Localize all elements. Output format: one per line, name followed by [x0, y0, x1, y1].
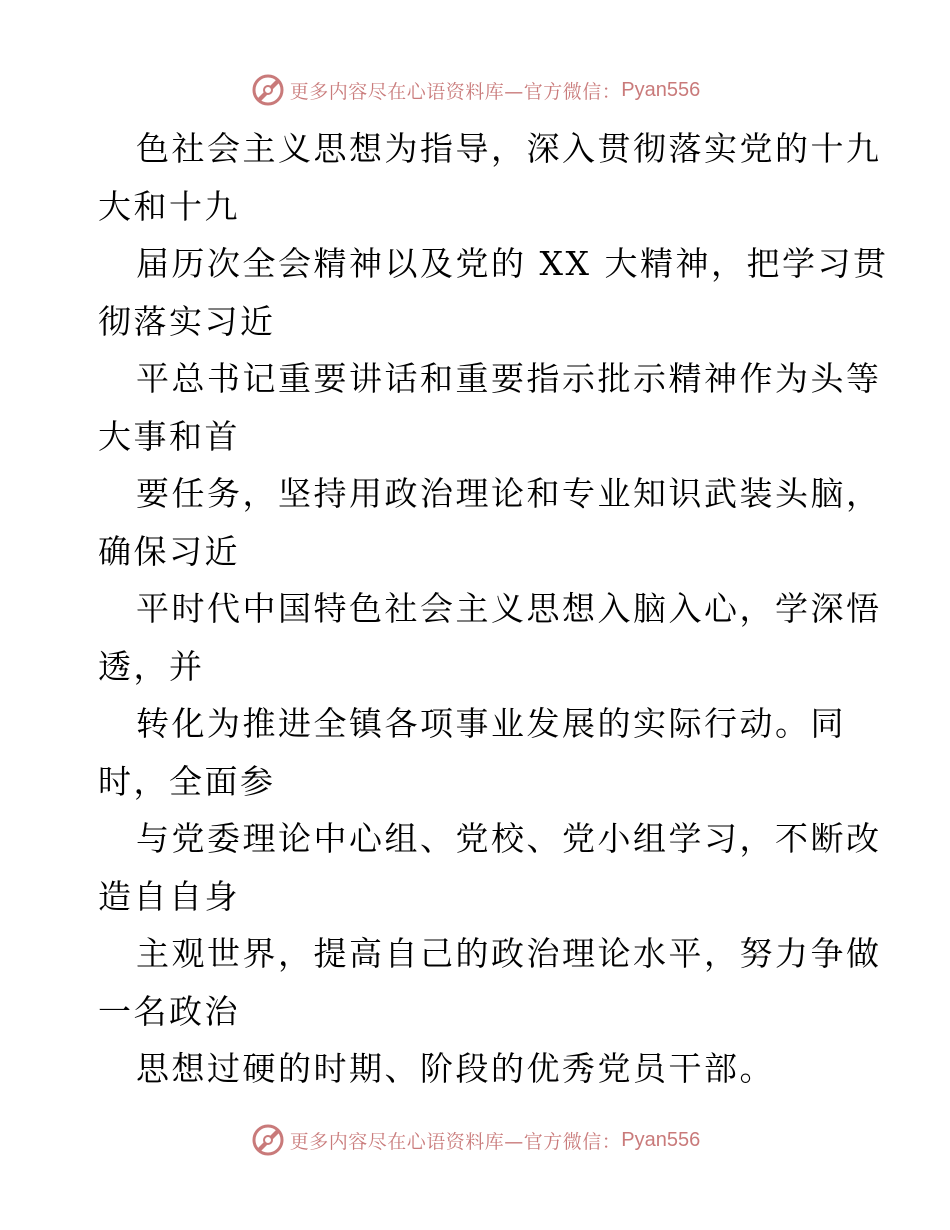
watermark-text: 更多内容尽在心语资料库—官方微信： — [289, 1130, 622, 1153]
line-second: 大和十九 — [98, 186, 240, 226]
pen-seal-icon — [250, 72, 286, 108]
line-first: 平时代中国特色社会主义思想入脑入心，学深悟 — [136, 589, 882, 628]
document-body — [98, 120, 889, 1098]
line-second: 彻落实习近 — [98, 301, 276, 341]
line-second: 透，并 — [98, 646, 205, 686]
line-second: 大事和首 — [98, 416, 240, 456]
line-first: 与党委理论中心组、党校、党小组学习，不断改 — [136, 819, 882, 858]
paragraph-line — [98, 810, 882, 925]
line-second: 一名政治 — [98, 991, 240, 1031]
paragraph-line — [98, 465, 882, 580]
line-second: 确保习近 — [98, 531, 240, 571]
footer-watermark — [0, 1120, 950, 1160]
line-first: 要任务，坚持用政治理论和专业知识武装头脑， — [136, 474, 882, 513]
watermark-text: 更多内容尽在心语资料库—官方微信： — [289, 80, 622, 103]
pen-seal-icon — [250, 1122, 286, 1158]
paragraph-line — [98, 1040, 858, 1098]
line-second: 时，全面参 — [98, 761, 276, 801]
paragraph-line — [98, 695, 858, 810]
paragraph-line — [98, 235, 889, 350]
watermark-wechat-id: Pyan556 — [621, 78, 701, 101]
paragraph-line — [98, 350, 882, 465]
paragraph-line — [98, 120, 882, 235]
line-first: 色社会主义思想为指导，深入贯彻落实党的十九 — [136, 129, 882, 168]
header-watermark — [0, 70, 950, 110]
paragraph-line — [98, 580, 882, 695]
watermark-wechat-id: Pyan556 — [621, 1128, 701, 1151]
line-first: 平总书记重要讲话和重要指示批示精神作为头等 — [136, 359, 882, 398]
paragraph-line — [98, 925, 882, 1040]
line-first: 主观世界，提高自己的政治理论水平，努力争做 — [136, 934, 882, 973]
line-first: 转化为推进全镇各项事业发展的实际行动。同 — [136, 704, 846, 743]
line-first: 届历次全会精神以及党的 XX 大精神，把学习贯 — [136, 244, 889, 283]
line-second: 造自自身 — [98, 876, 240, 916]
line-first: 思想过硬的时期、阶段的优秀党员干部。 — [136, 1049, 775, 1088]
